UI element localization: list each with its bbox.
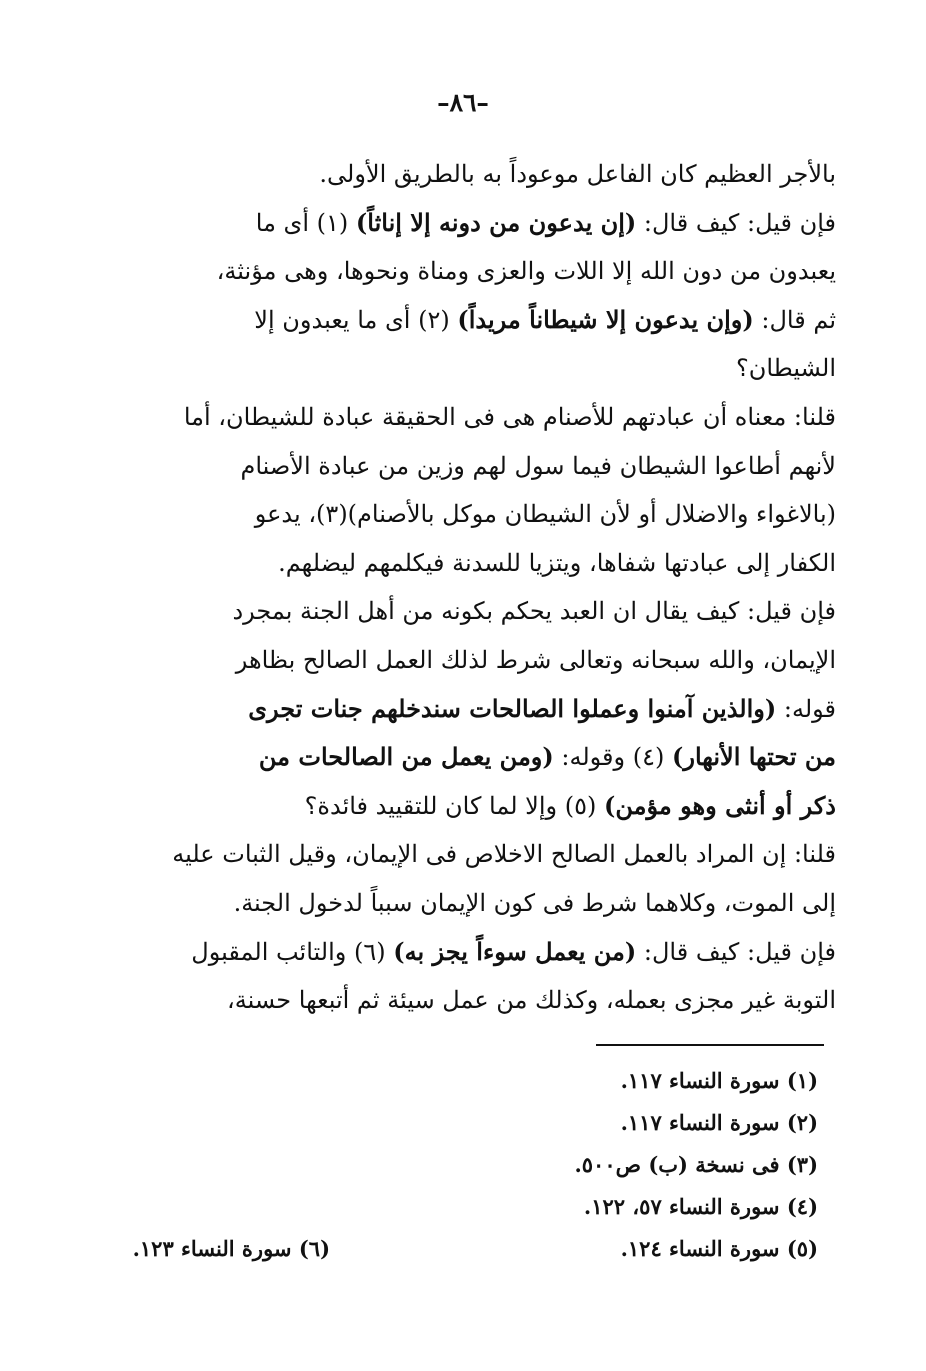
text-line (108, 830, 836, 879)
quran-quote: (من يعمل سوءاً يجز به) (393, 936, 637, 966)
text-segment: فإن قيل: كيف قال: (643, 937, 836, 966)
body-text (108, 150, 836, 1025)
text-line (108, 733, 836, 782)
text-segment: يعبدون من دون الله إلا اللات والعزى ومناة ونحوها، وهى مؤنثة، (216, 257, 836, 286)
page-number: –٨٦– (437, 88, 489, 117)
text-line (108, 782, 836, 831)
quran-quote: (وإن يدعون إلا شيطاناً مريداً) (457, 304, 754, 334)
footnote-4: (٤) سورة النساء ٥٧، ١٢٢. (583, 1194, 818, 1219)
text-line (108, 539, 836, 588)
text-line (108, 490, 836, 539)
text-line (108, 199, 836, 248)
text-segment: قوله: (783, 694, 836, 723)
text-segment: فإن قيل: كيف قال: (643, 208, 836, 237)
quran-quote: من تحتها الأنهار) (672, 742, 836, 772)
text-line (108, 393, 836, 442)
footnote-3: (٣) فى نسخة (ب) ص٥٠٠. (574, 1152, 818, 1177)
text-segment: لأنهم أطاعوا الشيطان فيما سول لهم وزين من عبادة الأصنام (240, 451, 836, 480)
text-segment: (بالاغواء والاضلال أو لأن الشيطان موكل بالأصنام)(٣)، يدعو (254, 500, 836, 529)
text-line (108, 344, 836, 393)
footnote-2: (٢) سورة النساء ١١٧. (620, 1110, 818, 1135)
text-line (108, 685, 836, 734)
text-segment: قلنا: إن المراد بالعمل الصالح الاخلاص فى الإيمان، وقيل الثبات عليه (172, 840, 836, 869)
text-line (108, 587, 836, 636)
text-line (108, 247, 836, 296)
text-segment: (١) أى ما (255, 208, 349, 237)
text-line (108, 150, 836, 199)
text-line (108, 976, 836, 1025)
text-segment: الشيطان؟ (736, 354, 836, 383)
text-segment: بالأجر العظيم كان الفاعل موعوداً به بالطريق الأولى. (319, 160, 836, 188)
text-segment: فإن قيل: كيف يقال ان العبد يحكم بكونه من أهل الجنة بمجرد (232, 597, 836, 626)
text-segment: (٤) وقوله: (561, 743, 665, 772)
text-segment: (٦) والتائب المقبول (191, 937, 386, 966)
footnote-rule (596, 1044, 824, 1046)
footnote-1: (١) سورة النساء ١١٧. (620, 1068, 818, 1093)
text-line (108, 442, 836, 491)
text-segment: الكفار إلى عبادتها شفاها، ويتزيا للسدنة فيكلمهم ليضلهم. (278, 548, 836, 577)
text-line (108, 928, 836, 977)
footnote-6: (٦) سورة النساء ١٢٣. (132, 1236, 330, 1261)
text-segment: ثم قال: (761, 305, 836, 334)
text-segment: قلنا: معناه أن عبادتهم للأصنام هى فى الحقيقة عبادة للشيطان، أما (183, 402, 836, 431)
quran-quote: (ومن يعمل من الصالحات من (258, 742, 554, 772)
quran-quote: (والذين آمنوا وعملوا الصالحات سندخلهم جنات تجرى (248, 693, 777, 723)
text-line (108, 636, 836, 685)
text-segment: إلى الموت، وكلاهما شرط فى كون الإيمان سبباً لدخول الجنة. (233, 888, 836, 917)
text-line (108, 879, 836, 928)
text-segment: (٢) أى ما يعبدون إلا (254, 305, 450, 334)
text-segment: (٥) وإلا لما كان للتقييد فائدة؟ (304, 791, 597, 820)
quran-quote: (إن يدعون من دونه إلا إناثاً) (355, 207, 637, 237)
footnote-5: (٥) سورة النساء ١٢٤. (620, 1236, 818, 1261)
text-segment: الإيمان، والله سبحانه وتعالى شرط لذلك العمل الصالح بظاهر (235, 645, 836, 674)
text-segment: التوبة غير مجزى بعمله، وكذلك من عمل سيئة ثم أتبعها حسنة، (227, 986, 836, 1015)
quran-quote: ذكر أو أنثى وهو مؤمن) (603, 790, 836, 820)
text-line (108, 296, 836, 345)
